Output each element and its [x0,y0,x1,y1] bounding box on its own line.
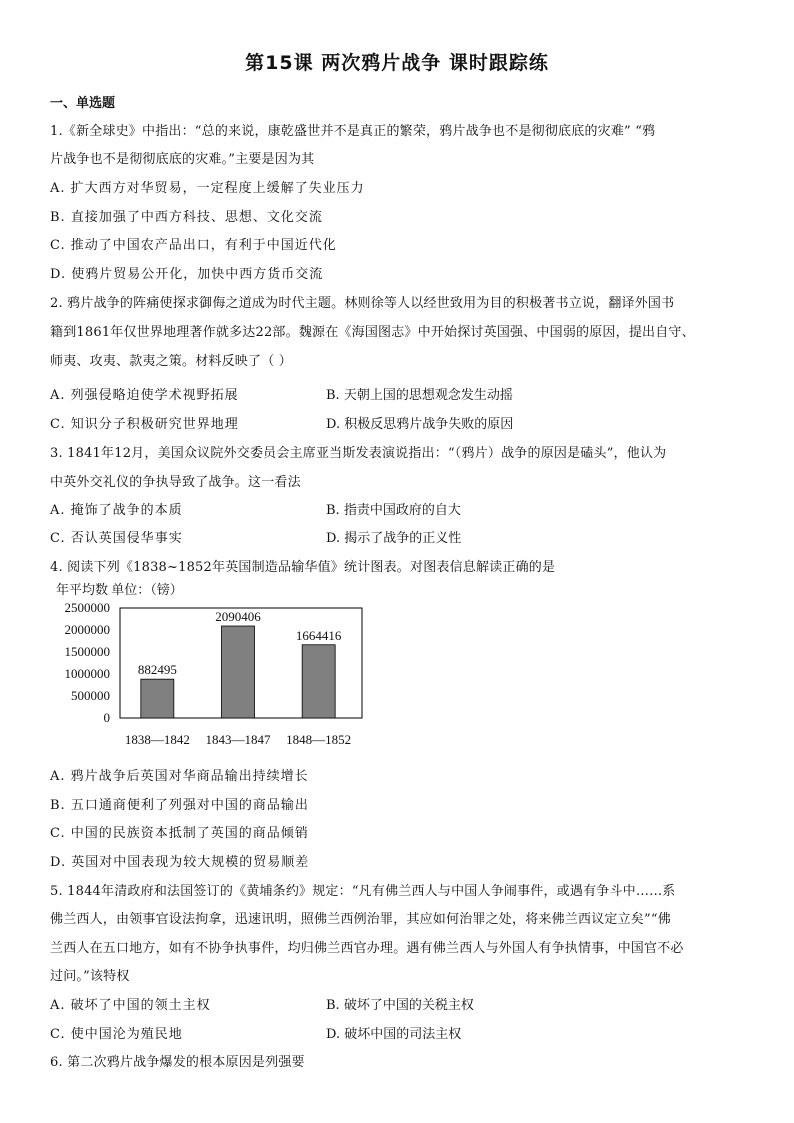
page-title: 第15课 两次鸦片战争 课时跟踪练 [245,52,549,74]
x-category-label: 1848—1852 [286,732,352,747]
question-2-option-d: D. 积极反思鸦片战争失败的原因 [326,417,514,432]
question-4-option-d: D. 英国对中国表现为较大规模的贸易顺差 [50,855,310,870]
y-tick-label: 500000 [71,688,110,703]
question-3-option-c: C. 否认英国侵华事实 [50,531,183,546]
question-5-option-c: C. 使中国沦为殖民地 [50,1027,183,1042]
bar-data-label: 2090406 [215,609,261,625]
section-heading: 一、单选题 [50,96,116,111]
question-6-line-1: 6. 第二次鸦片战争爆发的根本原因是列强要 [50,1055,305,1070]
y-tick-label: 1500000 [64,644,110,659]
question-5-line-1: 5. 1844年清政府和法国签订的《黄埔条约》规定：“凡有佛兰西人与中国人争闹事件，或遇有争斗中……系 [50,884,676,899]
chart-title: 年平均数 单位：（镑） [56,582,183,597]
bar [302,645,335,718]
question-2-line-3: 师夷、攻夷、款夷之策。材料反映了（ ） [50,354,292,369]
y-tick-label: 1000000 [64,666,110,681]
question-5-line-3: 兰西人在五口地方，如有不协争执事件，均归佛兰西官办理。遇有佛兰西人与外国人有争执情事，中国官不必 [50,941,684,956]
question-1-option-b: B. 直接加强了中西方科技、思想、文化交流 [50,210,323,225]
question-1-line-1: 1.《新全球史》中指出：“总的来说，康乾盛世并不是真正的繁荣，鸦片战争也不是彻彻底底的灾难” “鸦 [50,124,656,139]
x-axis-categories [125,732,351,747]
question-2-line-2: 籍到1861年仅世界地理著作就多达22部。魏源在《海国图志》中开始探讨英国强、中国弱的原因，提出自守、 [50,325,695,340]
question-1-option-a: A. 扩大西方对华贸易，一定程度上缓解了失业压力 [50,181,365,196]
y-tick-label: 2500000 [64,600,110,615]
x-category-label: 1838—1842 [124,732,190,747]
question-4-option-b: B. 五口通商便利了列强对中国的商品输出 [50,798,309,813]
y-tick-label: 2000000 [64,622,110,637]
bar-chart [50,578,380,750]
question-4-line-1: 4. 阅读下列《1838~1852年英国制造品输华值》统计图表。对图表信息解读正确的是 [50,560,556,575]
question-2-option-a: A. 列强侵略迫使学术视野拓展 [50,388,239,403]
bar [141,679,174,718]
question-2-line-1: 2. 鸦片战争的阵痛使探求御侮之道成为时代主题。林则徐等人以经世致用为目的积极著书立说，翻译外国书 [50,296,675,311]
question-5-option-b: B. 破坏了中国的关税主权 [326,998,474,1013]
question-2-option-c: C. 知识分子积极研究世界地理 [50,417,239,432]
question-3-option-b: B. 指责中国政府的自大 [326,503,461,518]
bar-data-label: 1664416 [295,627,342,643]
question-4-option-c: C. 中国的民族资本抵制了英国的商品倾销 [50,826,309,841]
question-5-option-d: D. 破坏中国的司法主权 [326,1027,462,1042]
question-4-option-a: A. 鸦片战争后英国对华商品输出持续增长 [50,769,309,784]
bar [222,626,255,718]
question-1-option-c: C. 推动了中国农产品出口，有利于中国近代化 [50,238,337,253]
y-axis-ticks [65,600,111,725]
bar-data-label: 882495 [137,662,177,678]
question-3-option-d: D. 揭示了战争的正义性 [326,531,462,546]
bars-group [138,609,342,718]
question-5-line-4: 过问。”该特权 [50,969,130,984]
question-5-option-a: A. 破坏了中国的领土主权 [50,998,211,1013]
question-1-line-2: 片战争也不是彻彻底底的灾难。”主要是因为其 [50,152,315,167]
question-3-line-2: 中英外交礼仪的争执导致了战争。这一看法 [50,475,301,490]
question-5-line-2: 佛兰西人，由领事官设法拘拿，迅速讯明，照佛兰西例治罪，其应如何治罪之处，将来佛兰西议定立矣”“佛 [50,912,671,927]
question-3-line-1: 3. 1841年12月，美国众议院外交委员会主席亚当斯发表演说指出：“（鸦片）战争的原因是磕头”，他认为 [50,446,667,461]
x-category-label: 1843—1847 [205,732,271,747]
y-tick-label: 0 [103,710,110,725]
question-1-option-d: D. 使鸦片贸易公开化，加快中西方货币交流 [50,267,324,282]
question-3-option-a: A. 掩饰了战争的本质 [50,503,183,518]
question-2-option-b: B. 天朝上国的思想观念发生动摇 [326,388,513,403]
